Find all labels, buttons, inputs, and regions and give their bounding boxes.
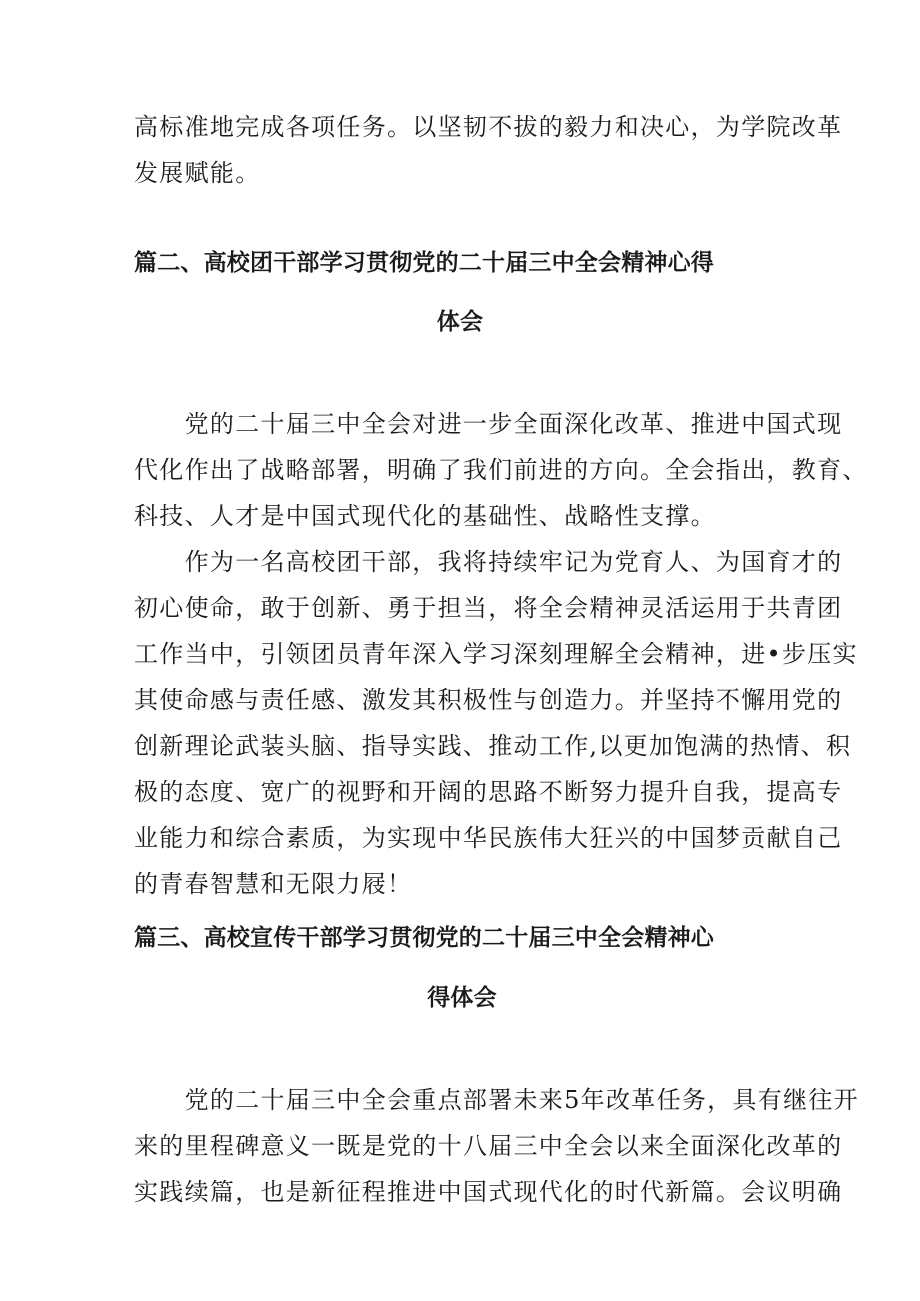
text-line: 初心使命，敢于创新、勇于担当，将全会精神灵活运用于共青团 (134, 594, 843, 622)
text-line: 创新理论武装头脑、指导实践、推动工作,以更加饱满的热情、积 (134, 732, 852, 760)
text-line: 工作当中，引领团员青年深入学习深刻理解全会精神，进•步压实 (134, 640, 858, 668)
text-line: 其使命感与责任感、激发其积极性与创造力。并坚持不懈用党的 (134, 686, 843, 714)
text-line: 发展赋能。 (134, 159, 261, 187)
section3-title-continued (134, 976, 790, 1020)
section3-title (134, 916, 794, 960)
section2-title-continued (134, 300, 786, 344)
section-heading-continued: 得体会 (427, 985, 497, 1011)
text-line: 高标准地完成各项任务。以坚韧不拔的毅力和决心，为学院改革 (134, 113, 843, 141)
text-line: 党的二十届三中全会重点部署未来5年改革任务，具有继往开 (134, 1086, 859, 1114)
section2-title (134, 241, 794, 285)
section2-body (134, 401, 868, 907)
intro-paragraph (134, 104, 843, 196)
text-line: 业能力和综合素质，为实现中华民族伟大狂兴的中国梦贡献自己 (134, 824, 843, 852)
text-line: 极的态度、宽广的视野和开阔的思路不断努力提升自我，提高专 (134, 778, 843, 806)
section3-body (134, 1077, 859, 1215)
text-line: 实践续篇，也是新征程推进中国式现代化的时代新篇。会议明确 (134, 1178, 843, 1206)
text-line: 党的二十届三中全会对进一步全面深化改革、推进中国式现 (134, 410, 843, 438)
section-heading-continued: 体会 (436, 309, 484, 335)
text-line: 作为一名高校团干部，我将持续牢记为党育人、为国育才的 (134, 548, 843, 576)
text-line: 来的里程碑意义一既是党的十八届三中全会以来全面深化改革的 (134, 1132, 843, 1160)
text-line: 科技、人才是中国式现代化的基础性、战略性支撑。 (134, 502, 716, 530)
section-heading: 篇三、高校宣传干部学习贯彻党的二十届三中全会精神心 (134, 925, 714, 951)
text-line: 的青春智慧和无限力屐！ (134, 870, 413, 898)
text-line: 代化作出了战略部署，明确了我们前进的方向。全会指出，教育、 (134, 456, 868, 484)
section-heading: 篇二、高校团干部学习贯彻党的二十届三中全会精神心得 (134, 250, 714, 276)
